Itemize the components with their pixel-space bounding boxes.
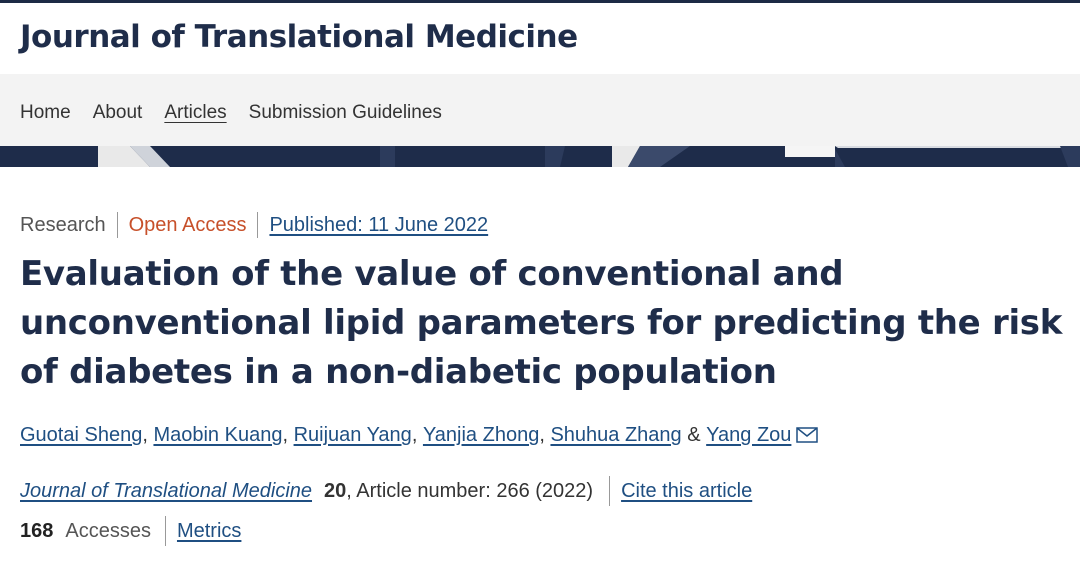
author-link[interactable]: Ruijuan Yang (293, 424, 412, 446)
meta-divider (257, 212, 258, 238)
main-nav (0, 74, 1080, 146)
author-ampersand: & (687, 424, 701, 446)
author-separator: , (411, 424, 418, 446)
accesses-count: 168 (20, 520, 54, 542)
metrics-link[interactable]: Metrics (176, 520, 242, 542)
citation-divider (609, 476, 610, 506)
published-date-link[interactable]: Published: 11 June 2022 (269, 214, 489, 236)
envelope-icon[interactable] (796, 423, 818, 439)
author-separator: , (142, 424, 148, 446)
volume-number: 20 (324, 480, 347, 502)
author-link[interactable]: Shuhua Zhang (550, 424, 682, 446)
article-number: , Article number: 266 (2022) (346, 480, 594, 502)
author-link[interactable]: Maobin Kuang (153, 424, 283, 446)
author-separator: , (539, 424, 545, 446)
masthead (0, 3, 1080, 74)
citation-row (20, 476, 752, 506)
metrics-row (20, 516, 241, 546)
metrics-divider (165, 516, 166, 546)
cite-this-article-link[interactable]: Cite this article (621, 480, 753, 502)
journal-title-link[interactable]: Journal of Translational Medicine (20, 19, 578, 55)
nav-item-about[interactable]: About (92, 102, 143, 123)
nav-item-submission-guidelines[interactable]: Submission Guidelines (248, 102, 442, 123)
nav-list (20, 102, 464, 124)
author-link[interactable]: Yanjia Zhong (422, 424, 540, 446)
journal-citation-link[interactable]: Journal of Translational Medicine (20, 480, 313, 502)
meta-divider (117, 212, 118, 238)
open-access-badge: Open Access (128, 214, 247, 236)
author-separator: , (282, 424, 288, 446)
banner-pattern (0, 146, 1080, 167)
author-list (20, 421, 818, 449)
nav-item-articles[interactable]: Articles (164, 102, 227, 123)
article-type: Research (20, 214, 106, 236)
accesses-label: Accesses (65, 520, 151, 542)
article-title: Evaluation of the value of conventional and unconventional lipid parameters for predicting the risk of diabetes in a non-diabetic population (20, 254, 1063, 392)
article-meta (20, 212, 488, 238)
nav-item-home[interactable]: Home (20, 102, 71, 123)
author-link[interactable]: Guotai Sheng (20, 424, 143, 446)
author-link[interactable]: Yang Zou (706, 424, 792, 446)
decorative-banner (0, 146, 1080, 167)
